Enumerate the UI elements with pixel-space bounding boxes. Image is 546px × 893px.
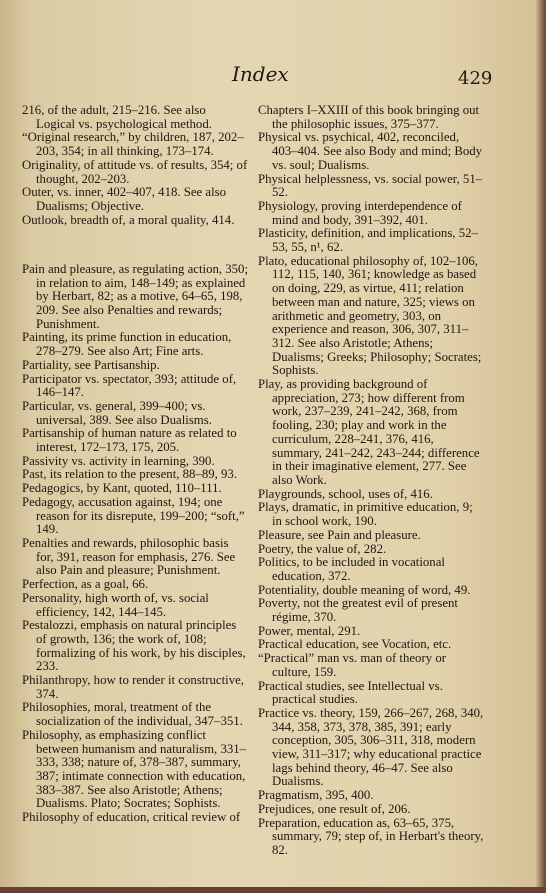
index-entry: Chapters I–XXIII of this book bringing out the philosophic issues, 375–377. <box>258 103 480 131</box>
index-entry: Physiology, proving interdependence of mind and body, 391–392, 401. <box>258 198 462 227</box>
index-entry: 216, of the adult, 215–216. See also Logical vs. psychological method. <box>22 103 212 131</box>
index-entry: Past, its relation to the present, 88–89, 93. <box>22 467 238 482</box>
index-entry: “Practical” man vs. man of theory or culture, 159. <box>258 651 446 679</box>
index-entry: Playgrounds, school, uses of, 416. <box>258 486 433 501</box>
index-entry: Prejudices, one result of, 206. <box>258 801 411 816</box>
index-entry: Originality, of attitude vs. of results, 354; of thought, 202–203. <box>22 157 248 186</box>
index-entry: Philosophies, moral, treatment of the socialization of the individual, 347–351. <box>22 700 243 729</box>
index-entry: Plato, educational philosophy of, 102–106, 112, 115, 140, 361; knowledge as based on doing, 229, as virtue, 411; relation between man and nature, 325; views on arithmetic and geometry, 303, on experience and reason, 306, 307, 311–312. See also Aristotle; Athens; Dualisms; Greeks; Philosophy; Socrates; Sophists. <box>258 253 482 378</box>
index-entry: Play, as providing background of appreciation, 273; how different from work, 237–239, 241–242, 368, from fooling, 230; play and work in the curriculum, 228–241, 376, 416, summary, 241–242, 243–244; difference in their imaginative element, 277. See also Work. <box>258 377 480 487</box>
index-entry: Pleasure, see Pain and pleasure. <box>258 527 421 542</box>
page-title: Index <box>232 62 289 86</box>
section-gap <box>22 240 248 250</box>
index-entry: Plays, dramatic, in primitive education, 9; in school work, 190. <box>258 500 473 529</box>
index-entry: Penalties and rewards, philosophic basis for, 391, reason for emphasis, 276. See also Pain and pleasure; Punishment. <box>22 535 236 578</box>
index-entry: Pestalozzi, emphasis on natural principles of growth, 136; the work of, 108; formalizing of his work, by his disciples, 233. <box>22 618 246 674</box>
index-column-right <box>258 104 484 858</box>
index-entry: Passivity vs. activity in learning, 390. <box>22 453 215 468</box>
index-entry: Participator vs. spectator, 393; attitude of, 146–147. <box>22 371 237 400</box>
running-header <box>0 62 546 92</box>
page-edge <box>536 0 546 893</box>
index-entry: Pragmatism, 395, 400. <box>258 788 374 803</box>
index-entry: Partiality, see Partisanship. <box>22 357 160 372</box>
index-entry: Partisanship of human nature as related to interest, 172–173, 175, 205. <box>22 426 237 455</box>
index-column-left <box>22 104 248 825</box>
index-entry: Philanthropy, how to render it constructive, 374. <box>22 673 245 701</box>
index-entry: Poetry, the value of, 282. <box>258 541 387 556</box>
index-entry: Plasticity, definition, and implications, 52–53, 55, n¹, 62. <box>258 226 478 255</box>
index-entry: Outer, vs. inner, 402–407, 418. See also Dualisms; Objective. <box>22 185 227 213</box>
index-entry: Pedagogy, accusation against, 194; one reason for its disrepute, 199–200; “soft,” 149. <box>22 494 245 537</box>
index-entry: Physical helplessness, vs. social power, 51–52. <box>258 171 483 200</box>
index-entry: Painting, its prime function in education, 278–279. See also Art; Fine arts. <box>22 330 232 359</box>
page-bottom-edge <box>0 887 546 893</box>
index-entry: Preparation, education as, 63–65, 375, summary, 79; step of, in Herbart's theory, 82. <box>258 815 484 857</box>
index-entry: Personality, high worth of, vs. social efficiency, 142, 144–145. <box>22 590 209 619</box>
index-entry: Particular, vs. general, 399–400; vs. universal, 389. See also Dualisms. <box>22 398 212 427</box>
index-entry: Outlook, breadth of, a moral quality, 414. <box>22 212 235 227</box>
index-entry: Perfection, as a goal, 66. <box>22 577 149 592</box>
page-number: 429 <box>458 68 493 89</box>
index-entry: Potentiality, double meaning of word, 49. <box>258 582 471 597</box>
index-entry: Pain and pleasure, as regulating action, 350; in relation to aim, 148–149; as explained by Herbart, 82; as a motive, 64–65, 198, 209. See also Penalties and rewards; Punishment. <box>22 261 249 331</box>
index-entry: Practical studies, see Intellectual vs. practical studies. <box>258 678 443 707</box>
index-entry: Practice vs. theory, 159, 266–267, 268, 340, 344, 358, 373, 378, 385, 391; early conception, 305, 306–311, 318, modern view, 311–317; why educational practice lags behind theory, 46–47. See also Dualisms. <box>258 705 484 789</box>
index-entry: Physical vs. psychical, 402, reconciled, 403–404. See also Body and mind; Body vs. soul; Dualisms. <box>258 130 483 172</box>
index-entry: Practical education, see Vocation, etc. <box>258 637 452 652</box>
index-entry: Philosophy of education, critical review of <box>22 810 241 825</box>
index-entry: Politics, to be included in vocational education, 372. <box>258 555 445 583</box>
index-entry: Poverty, not the greatest evil of present régime, 370. <box>258 596 458 625</box>
index-entry: Philosophy, as emphasizing conflict between humanism and naturalism, 331–333, 338; nature of, 378–387, summary, 387; intimate connection with education, 383–387. See also Aristotle; Athens; Dualisms. Plato; Socrates; Sophists. <box>22 727 247 811</box>
index-entry: Pedagogics, by Kant, quoted, 110–111. <box>22 481 222 496</box>
index-entry: Power, mental, 291. <box>258 623 361 638</box>
index-entry: “Original research,” by children, 187, 202–203, 354; in all thinking, 173–174. <box>22 130 244 159</box>
